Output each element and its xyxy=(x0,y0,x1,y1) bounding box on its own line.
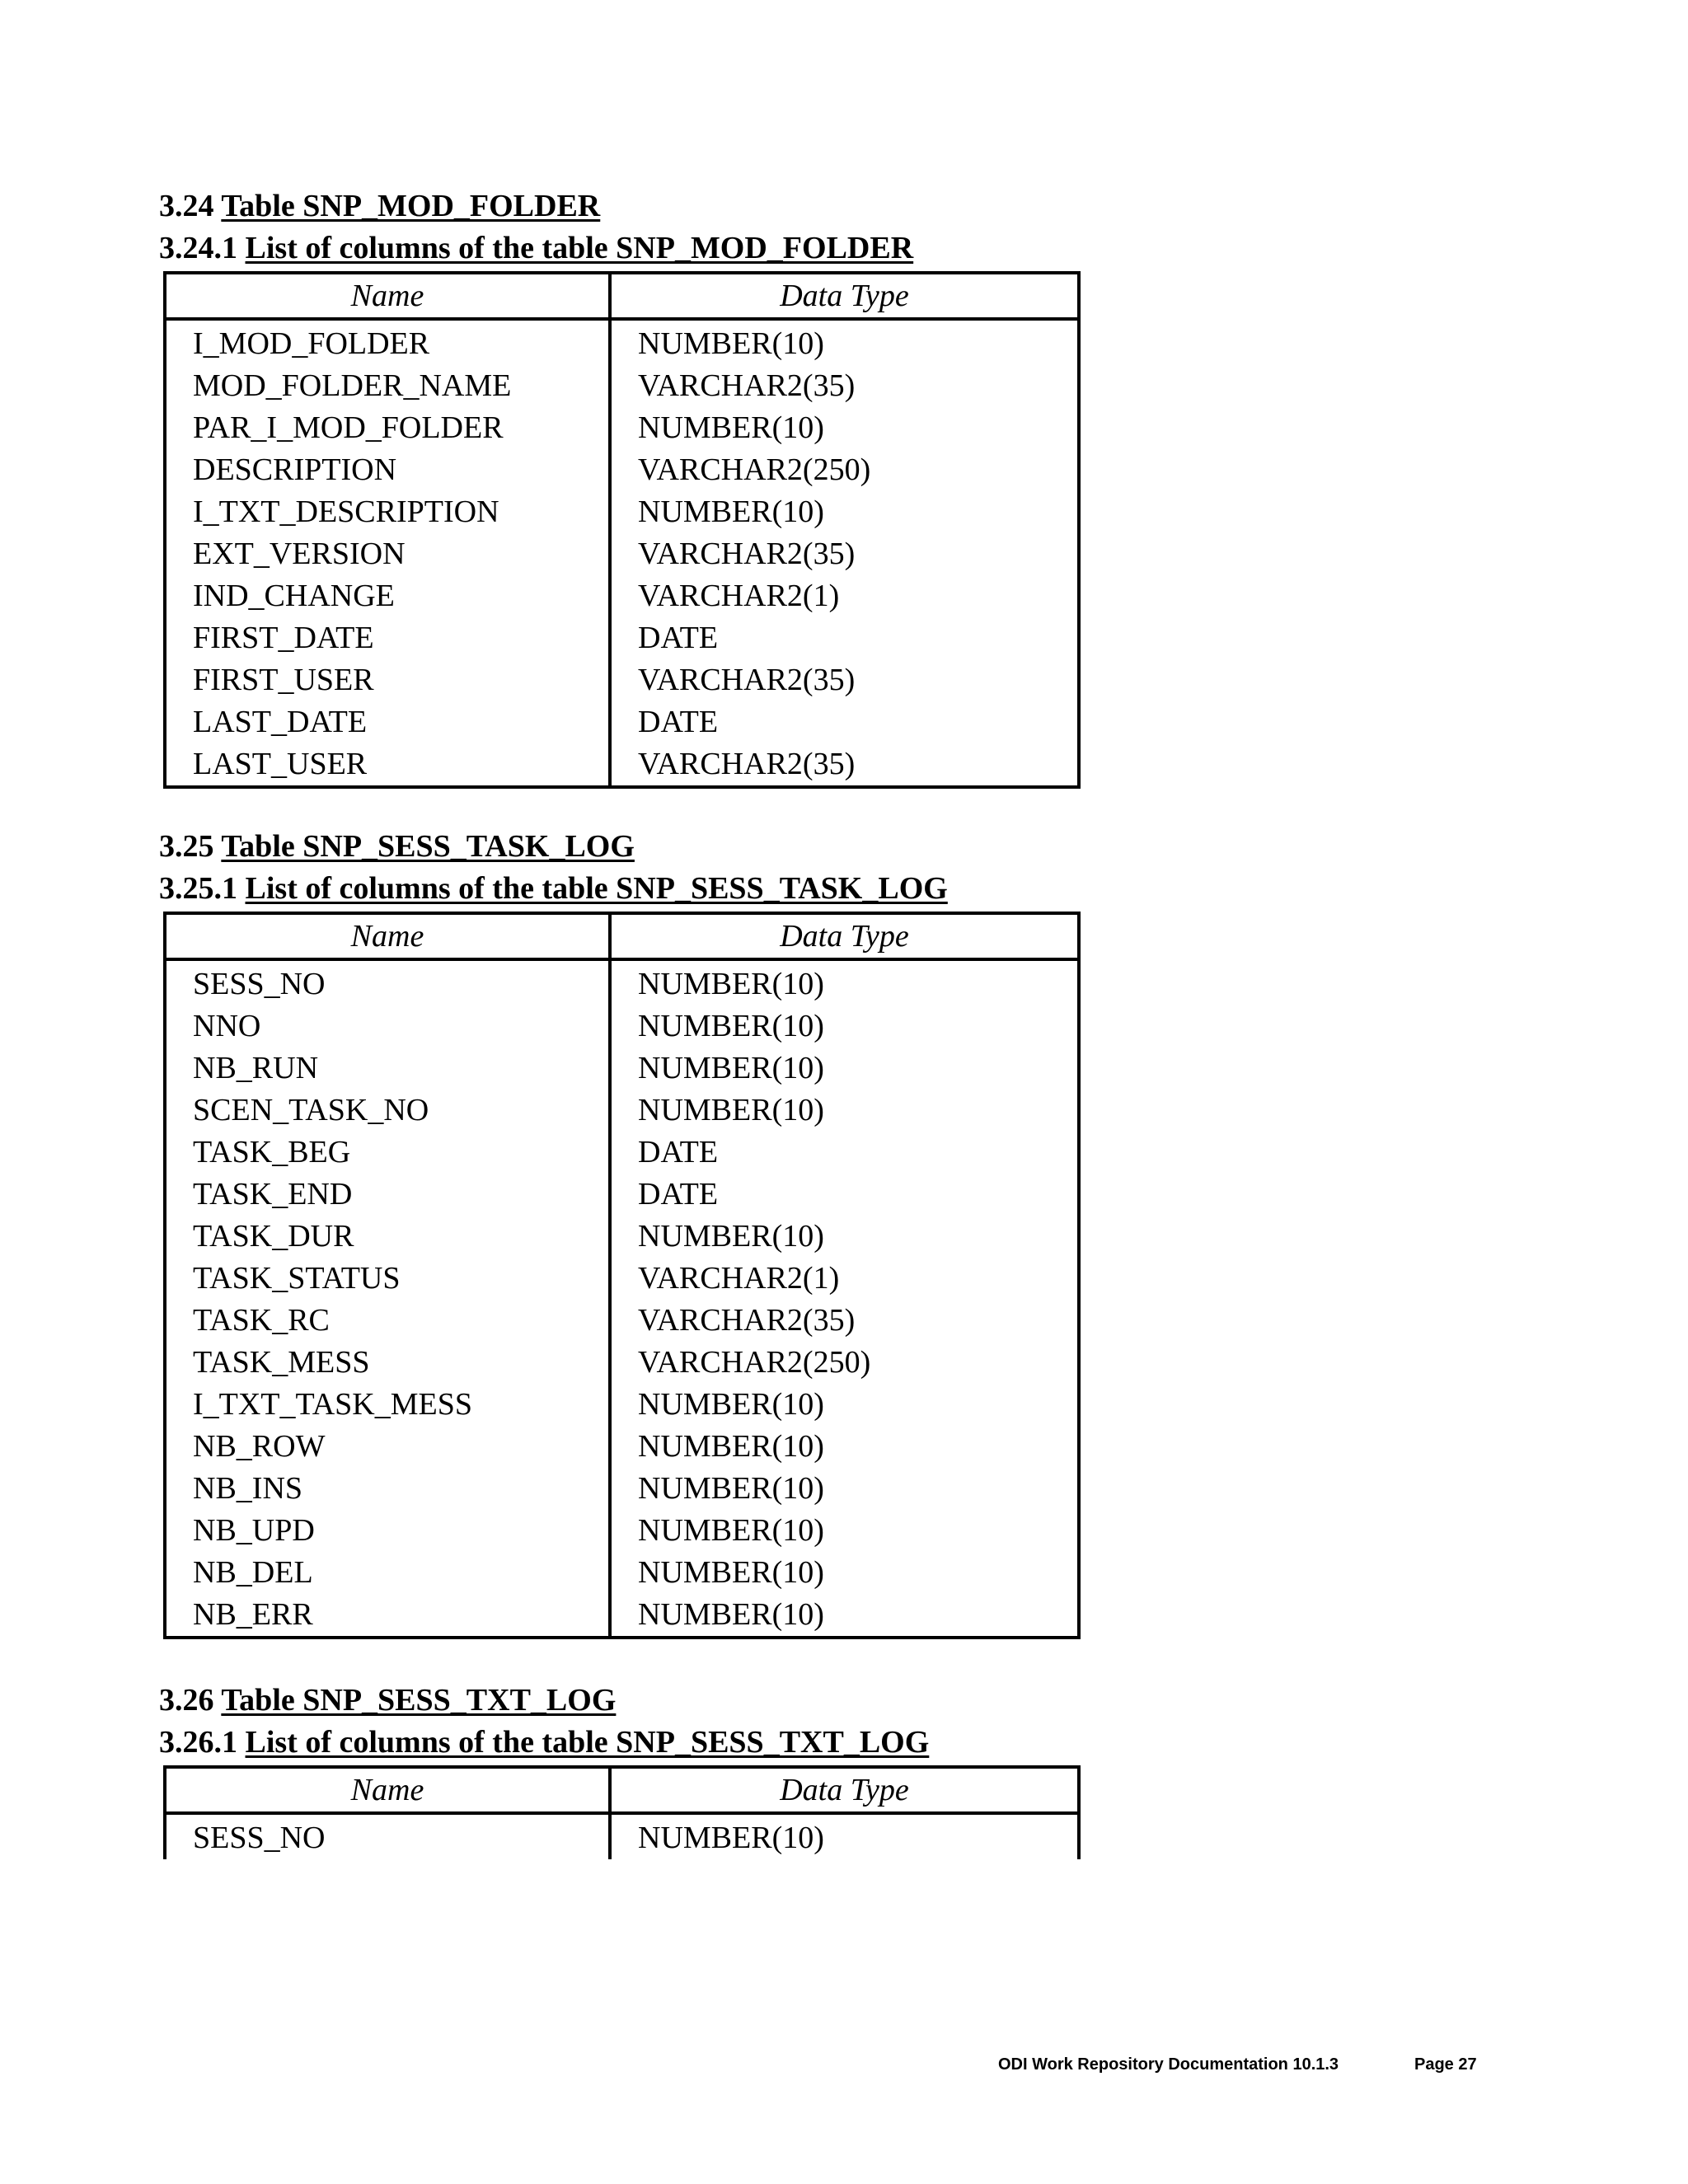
data-type-cell: VARCHAR2(1) xyxy=(610,1258,1079,1300)
column-name-cell: NB_ERR xyxy=(165,1594,610,1638)
table-header-row xyxy=(165,913,1079,959)
column-name-cell: I_TXT_DESCRIPTION xyxy=(165,491,610,533)
data-type-cell: VARCHAR2(35) xyxy=(610,659,1079,701)
column-name-cell: TASK_DUR xyxy=(165,1216,610,1258)
data-type-cell: DATE xyxy=(610,1132,1079,1174)
data-type-cell: NUMBER(10) xyxy=(610,491,1079,533)
columns-table xyxy=(163,271,1081,789)
data-type-cell: NUMBER(10) xyxy=(610,1216,1079,1258)
table-header-row xyxy=(165,273,1079,319)
table-row xyxy=(165,575,1079,617)
header-data-type: Data Type xyxy=(610,913,1079,959)
data-type-cell: VARCHAR2(250) xyxy=(610,449,1079,491)
table-header-row xyxy=(165,1767,1079,1813)
section-snp-sess-task-log xyxy=(159,826,1107,1639)
table-row xyxy=(165,1216,1079,1258)
data-type-cell: VARCHAR2(1) xyxy=(610,575,1079,617)
table-row xyxy=(165,1300,1079,1342)
data-type-cell: NUMBER(10) xyxy=(610,1426,1079,1468)
section-snp-mod-folder xyxy=(159,185,1107,789)
footer-document-title: ODI Work Repository Documentation 10.1.3 xyxy=(998,2055,1339,2074)
table-row xyxy=(165,365,1079,407)
column-name-cell: LAST_DATE xyxy=(165,701,610,743)
column-name-cell: PAR_I_MOD_FOLDER xyxy=(165,407,610,449)
data-type-cell: NUMBER(10) xyxy=(610,1005,1079,1047)
table-row xyxy=(165,1510,1079,1552)
table-row xyxy=(165,1552,1079,1594)
data-type-cell: DATE xyxy=(610,1174,1079,1216)
column-name-cell: NB_UPD xyxy=(165,1510,610,1552)
column-name-cell: I_MOD_FOLDER xyxy=(165,319,610,365)
table-row xyxy=(165,1594,1079,1638)
table-row xyxy=(165,1132,1079,1174)
header-data-type: Data Type xyxy=(610,273,1079,319)
section-title xyxy=(159,1680,1107,1722)
section-title-text: Table SNP_SESS_TASK_LOG xyxy=(221,829,635,864)
column-name-cell: TASK_STATUS xyxy=(165,1258,610,1300)
column-name-cell: IND_CHANGE xyxy=(165,575,610,617)
data-type-cell: NUMBER(10) xyxy=(610,1047,1079,1090)
data-type-cell: VARCHAR2(250) xyxy=(610,1342,1079,1384)
header-name: Name xyxy=(165,273,610,319)
table-row xyxy=(165,959,1079,1005)
column-name-cell: TASK_MESS xyxy=(165,1342,610,1384)
table-row xyxy=(165,1384,1079,1426)
columns-table xyxy=(163,912,1081,1639)
subsection-title xyxy=(159,227,1107,269)
table-row xyxy=(165,319,1079,365)
subsection-title-text: List of columns of the table SNP_SESS_TASK_LOG xyxy=(245,871,948,906)
data-type-cell: NUMBER(10) xyxy=(610,1813,1079,1859)
column-name-cell: SCEN_TASK_NO xyxy=(165,1090,610,1132)
data-type-cell: VARCHAR2(35) xyxy=(610,1300,1079,1342)
data-type-cell: VARCHAR2(35) xyxy=(610,365,1079,407)
footer-page-number: Page 27 xyxy=(1414,2055,1477,2074)
column-name-cell: NB_DEL xyxy=(165,1552,610,1594)
column-name-cell: FIRST_USER xyxy=(165,659,610,701)
data-type-cell: NUMBER(10) xyxy=(610,1384,1079,1426)
column-name-cell: EXT_VERSION xyxy=(165,533,610,575)
table-row xyxy=(165,533,1079,575)
column-name-cell: SESS_NO xyxy=(165,1813,610,1859)
table-row xyxy=(165,1342,1079,1384)
column-name-cell: I_TXT_TASK_MESS xyxy=(165,1384,610,1426)
data-type-cell: NUMBER(10) xyxy=(610,319,1079,365)
section-number: 3.26 xyxy=(159,1683,214,1718)
data-type-cell: DATE xyxy=(610,701,1079,743)
column-name-cell: NB_ROW xyxy=(165,1426,610,1468)
section-title xyxy=(159,185,1107,227)
data-type-cell: NUMBER(10) xyxy=(610,1468,1079,1510)
data-type-cell: NUMBER(10) xyxy=(610,959,1079,1005)
column-name-cell: SESS_NO xyxy=(165,959,610,1005)
subsection-number: 3.24.1 xyxy=(159,231,237,265)
columns-table xyxy=(163,1765,1081,1859)
section-title-text: Table SNP_MOD_FOLDER xyxy=(221,189,601,223)
table-row xyxy=(165,1258,1079,1300)
subsection-title-text: List of columns of the table SNP_SESS_TXT_LOG xyxy=(245,1725,930,1760)
column-name-cell: NB_RUN xyxy=(165,1047,610,1090)
data-type-cell: NUMBER(10) xyxy=(610,1594,1079,1638)
subsection-title xyxy=(159,868,1107,910)
subsection-title xyxy=(159,1722,1107,1764)
table-row xyxy=(165,1813,1079,1859)
table-row xyxy=(165,1090,1079,1132)
table-row xyxy=(165,1426,1079,1468)
subsection-number: 3.26.1 xyxy=(159,1725,237,1760)
header-data-type: Data Type xyxy=(610,1767,1079,1813)
column-name-cell: MOD_FOLDER_NAME xyxy=(165,365,610,407)
data-type-cell: NUMBER(10) xyxy=(610,407,1079,449)
column-name-cell: LAST_USER xyxy=(165,743,610,787)
data-type-cell: NUMBER(10) xyxy=(610,1510,1079,1552)
table-row xyxy=(165,449,1079,491)
column-name-cell: FIRST_DATE xyxy=(165,617,610,659)
table-row xyxy=(165,743,1079,787)
header-name: Name xyxy=(165,913,610,959)
data-type-cell: DATE xyxy=(610,617,1079,659)
table-row xyxy=(165,617,1079,659)
column-name-cell: DESCRIPTION xyxy=(165,449,610,491)
column-name-cell: NNO xyxy=(165,1005,610,1047)
table-row xyxy=(165,1005,1079,1047)
column-name-cell: NB_INS xyxy=(165,1468,610,1510)
section-number: 3.25 xyxy=(159,829,214,864)
section-number: 3.24 xyxy=(159,189,214,223)
section-snp-sess-txt-log xyxy=(159,1680,1107,1859)
subsection-title-text: List of columns of the table SNP_MOD_FOLDER xyxy=(245,231,914,265)
data-type-cell: VARCHAR2(35) xyxy=(610,743,1079,787)
table-row xyxy=(165,701,1079,743)
subsection-number: 3.25.1 xyxy=(159,871,237,906)
data-type-cell: NUMBER(10) xyxy=(610,1090,1079,1132)
section-title-text: Table SNP_SESS_TXT_LOG xyxy=(221,1683,617,1718)
table-row xyxy=(165,407,1079,449)
table-row xyxy=(165,1047,1079,1090)
data-type-cell: NUMBER(10) xyxy=(610,1552,1079,1594)
table-row xyxy=(165,659,1079,701)
table-row xyxy=(165,1468,1079,1510)
column-name-cell: TASK_RC xyxy=(165,1300,610,1342)
header-name: Name xyxy=(165,1767,610,1813)
column-name-cell: TASK_END xyxy=(165,1174,610,1216)
column-name-cell: TASK_BEG xyxy=(165,1132,610,1174)
data-type-cell: VARCHAR2(35) xyxy=(610,533,1079,575)
table-row xyxy=(165,491,1079,533)
section-title xyxy=(159,826,1107,868)
table-row xyxy=(165,1174,1079,1216)
